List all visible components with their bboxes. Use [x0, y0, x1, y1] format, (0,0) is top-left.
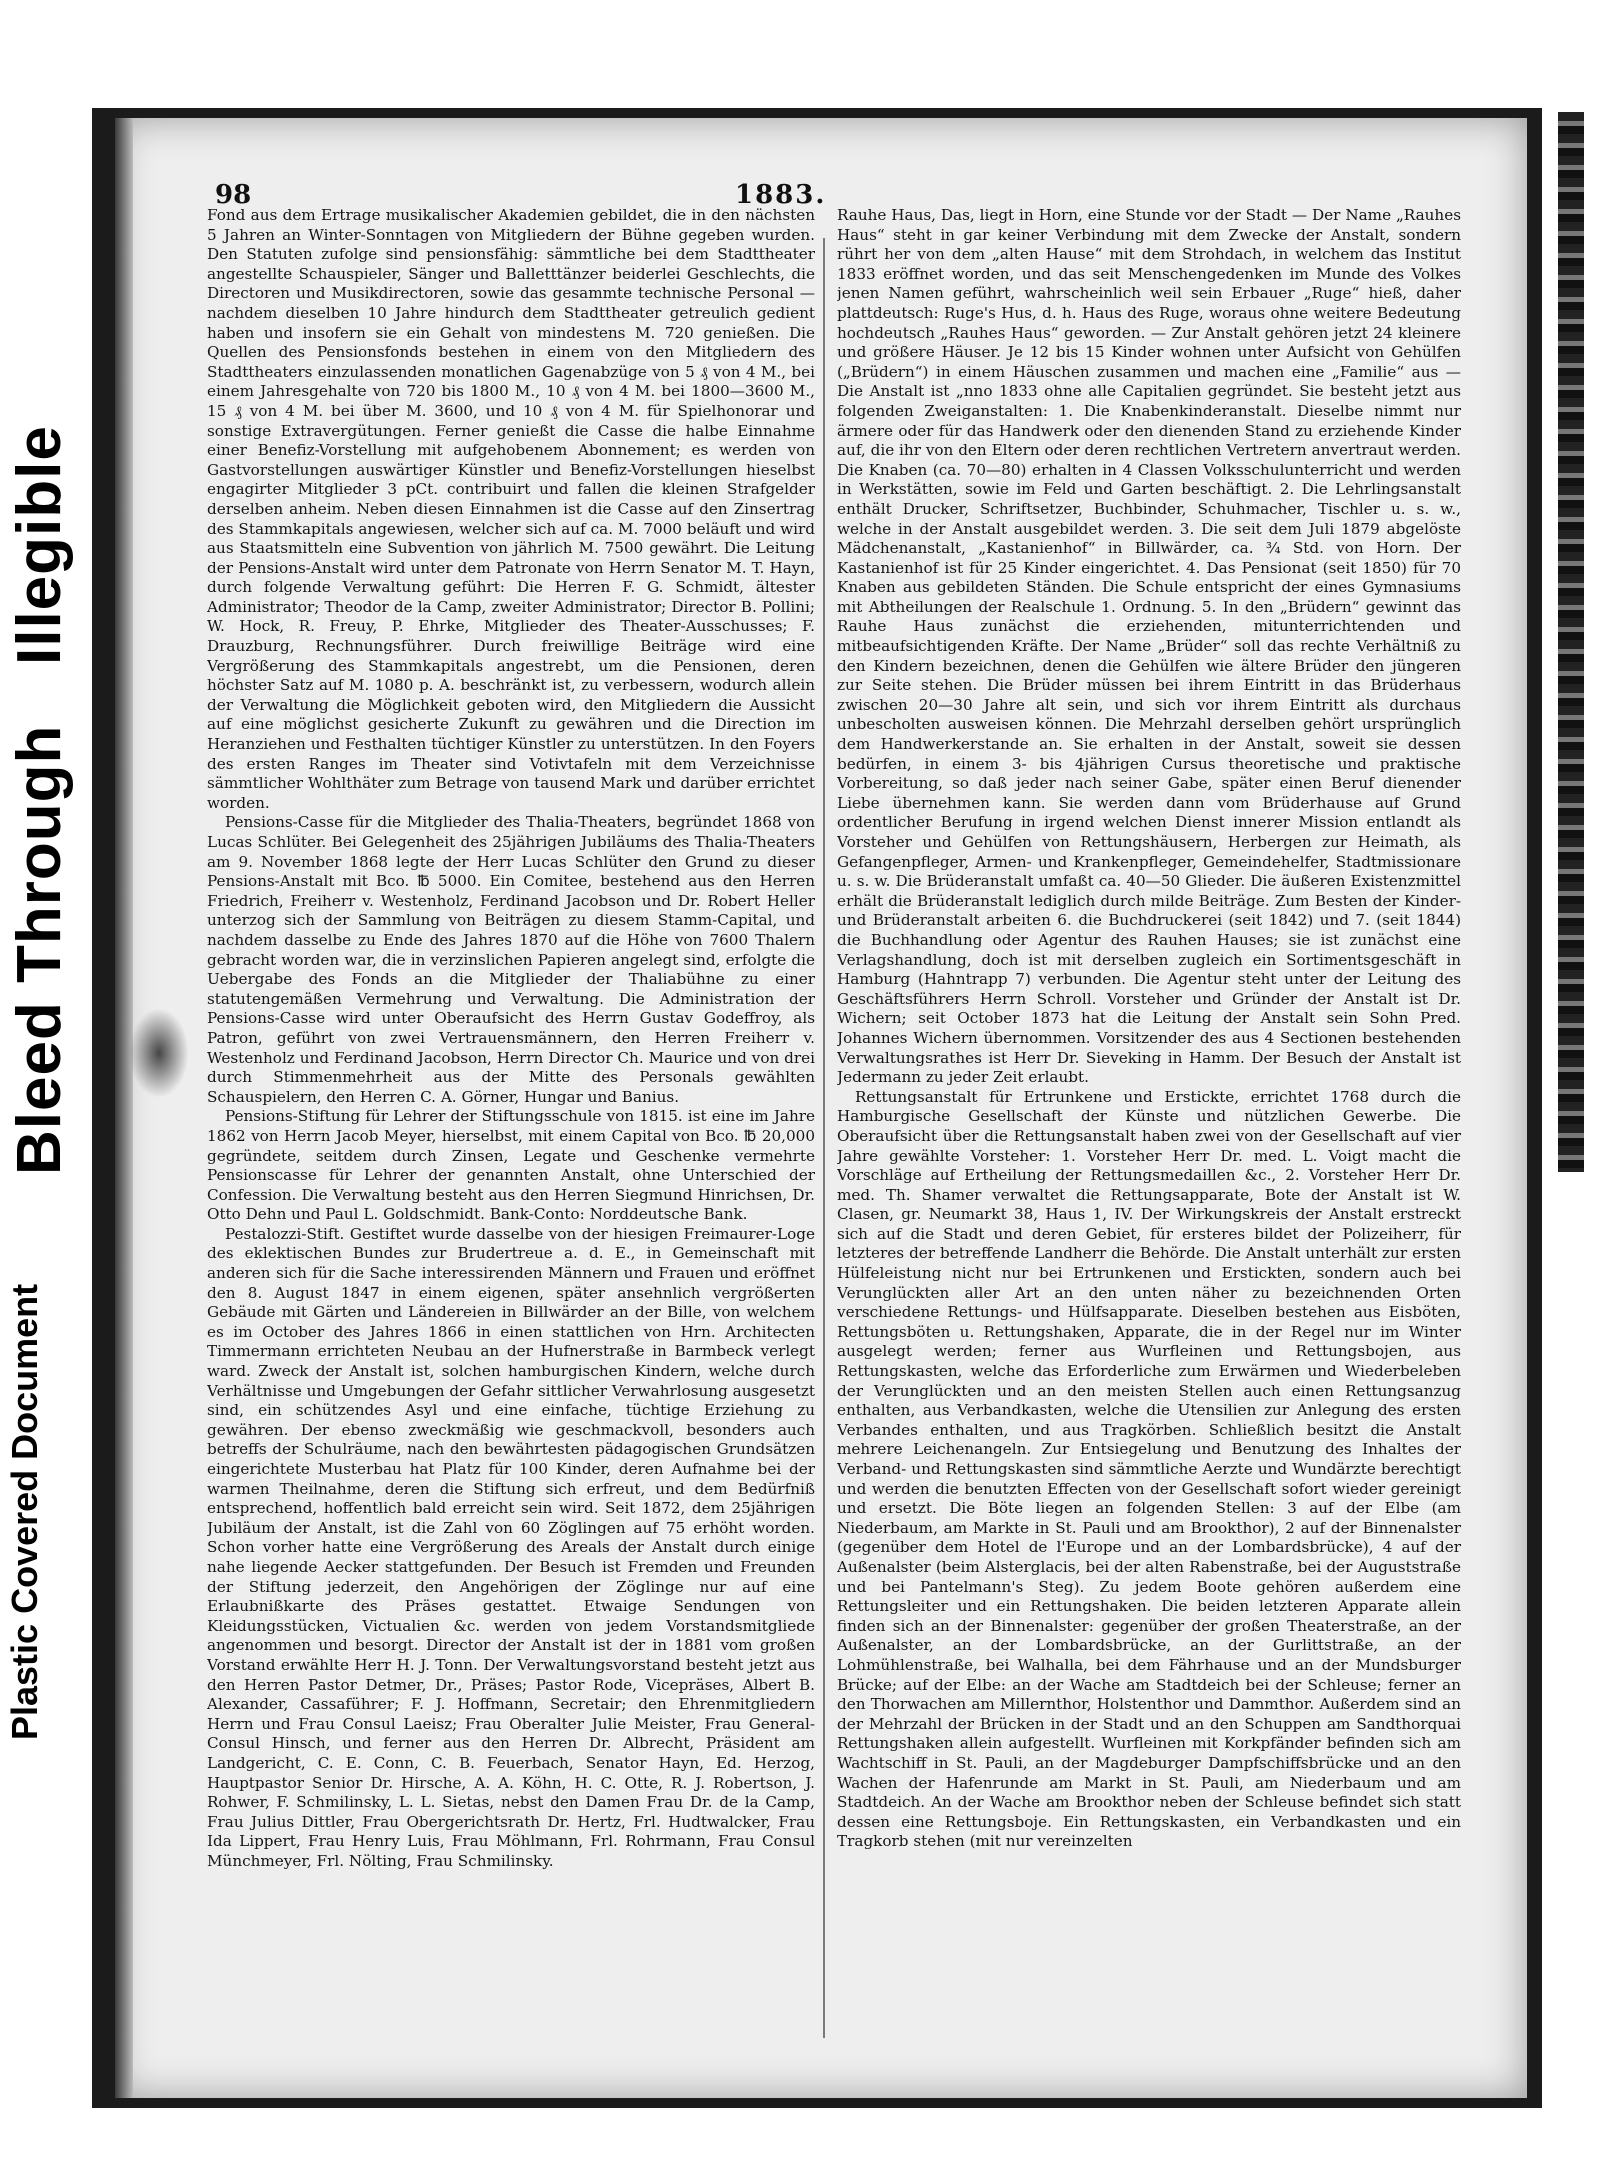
illegible-note: Illegible	[5, 425, 74, 665]
adjacent-page-edge	[1558, 112, 1584, 1172]
page-binding-edge	[115, 118, 133, 2098]
entry-thalia-pension: Pensions-Casse für die Mitglieder des Thalia-Theaters, begründet 1868 von Lucas Schlüter. Bei Gelegenheit des 25jährigen Jubiläums des Thalia-Theaters am 9. November 1868 legte der Herr Lucas Schlüter den Grund zu dieser Pensions-Anstalt mit Bco. ℔ 5000. Ein Comitee, bestehend aus den Herren Friedrich, Freiherr v. Westenholz, Ferdinand Jacobson und Dr. Robert Heller unterzog sich der Sammlung von Beiträgen zu diesem Stamm-Capital, und nachdem dasselbe zu Ende des Jahres 1870 auf die Höhe von 7600 Thalern gebracht worden war, die in verzinslichen Papieren angelegt sind, erfolgte die Uebergabe des Fonds an die Mitglieder der Thaliabühne zu einer statutengemäßen Vermehrung und Verwaltung. Die Administration der Pensions-Casse wird unter Oberaufsicht des Herrn Gustav Godeffroy, als Patron, geführt von zwei Vertrauensmännern, den Herren Freiherr v. Westenholz und Ferdinand Jacobson, Herrn Director Ch. Maurice und von drei durch Stimmenmehrheit aus der Mitte des Personals gewählten Schauspielern, den Herren C. A. Görner, Hungar und Banius.	[207, 813, 815, 1106]
entry-stadttheater-pension: Fond aus dem Ertrage musikalischer Akademien gebildet, die in den nächsten 5 Jahren an Winter-Sonntagen von Mitgliedern der Bühne gegeben wurden. Den Statuten zufolge sind pensionsfähig: sämmtliche bei dem Stadttheater angestellte Schauspieler, Sänger und Balletttänzer beiderlei Geschlechts, die Directoren und Musikdirectoren, sowie das gesammte technische Personal — nachdem dieselben 10 Jahre hindurch dem Stadttheater getreulich gedient haben und insofern sie ein Gehalt von mindestens M. 720 genießen. Die Quellen des Pensionsfonds bestehen in einem von den Mitgliedern des Stadttheaters einzulassenden monatlichen Gagenabzüge von 5 ₰ von 4 M., bei einem Jahresgehalte von 720 bis 1800 M., 10 ₰ von 4 M. bei 1800—3600 M., 15 ₰ von 4 M. bei über M. 3600, und 10 ₰ von 4 M. für Spielhonorar und sonstige Extravergütungen. Ferner genießt die Casse die halbe Einnahme einer Benefiz-Vorstellung mit aufgehobenem Abonnement; es werden von Gastvorstellungen auswärtiger Künstler und Benefiz-Vorstellungen hieselbst engagirter Mitglieder 3 pCt. contribuirt und fallen die kleinen Strafgelder derselben anheim. Neben diesen Einnahmen ist die Casse auf den Zinsertrag des Stammkapitals angewiesen, welcher sich auf ca. M. 7000 beläuft und wird aus Staatsmitteln eine Subvention von jährlich M. 7500 gewährt. Die Leitung der Pensions-Anstalt wird unter dem Patronate von Herrn Senator M. T. Hayn, durch folgende Verwaltung geführt: Die Herren F. G. Schmidt, ältester Administrator; Theodor de la Camp, zweiter Administrator; Director B. Pollini; W. Hock, R. Freuy, P. Ehrke, Mitglieder des Theater-Ausschusses; F. Drauzburg, Rechnungsführer. Durch freiwillige Beiträge wird eine Vergrößerung des Stammkapitals angestrebt, um die Pensionen, deren höchster Satz auf M. 1080 p. A. beschränkt ist, zu verbessern, wodurch allein der Verwaltung die Möglichkeit geboten wird, den Mitgliedern die Aussicht auf eine möglichst gesicherte Zukunft zu gewähren und die Direction im Heranziehen und Festhalten tüchtiger Künstler zu unterstützen. In den Foyers des ersten Ranges im Theater sind Votivtafeln mit dem Verzeichnisse sämmtlicher Wohlthäter zum Betrage von tausend Mark und darüber errichtet worden.	[207, 206, 815, 812]
document-page	[115, 118, 1527, 2098]
entry-stiftungsschule-pension: Pensions-Stiftung für Lehrer der Stiftungsschule von 1815. ist eine im Jahre 1862 von Herrn Jacob Meyer, hierselbst, mit einem Capital von Bco. ℔ 20,000 gegründete, seitdem durch Zinsen, Legate und Geschenke vermehrte Pensionscasse für Lehrer der genannten Anstalt, ohne Unterschied der Confession. Die Verwaltung besteht aus den Herren Siegmund Hinrichsen, Dr. Otto Dehn und Paul L. Goldschmidt. Bank-Conto: Norddeutsche Bank.	[207, 1107, 815, 1224]
bleed-through-note: Bleed Through	[5, 724, 74, 1175]
ink-stain	[129, 1008, 189, 1098]
page-year: 1883.	[735, 180, 827, 210]
page-number: 98	[215, 180, 252, 210]
entry-rauhe-haus: Rauhe Haus, Das, liegt in Horn, eine Stunde vor der Stadt — Der Name „Rauhes Haus“ steht in gar keiner Verbindung mit dem Zwecke der Anstalt, sondern rührt her von dem „alten Hause“ mit dem Strohdach, in welchem das Institut 1833 eröffnet worden, und das seit Menschengedenken im Munde des Volkes jenen Namen geführt, wahrscheinlich weil sein Erbauer „Ruge“ hieß, daher plattdeutsch: Ruge's Hus, d. h. Haus des Ruge, woraus ohne weitere Bedeutung hochdeutsch „Rauhes Haus“ geworden. — Zur Anstalt gehören jetzt 24 kleinere und größere Häuser. Je 12 bis 15 Kinder wohnen unter Aufsicht von Gehülfen („Brüdern“) in einem Häuschen zusammen und machen eine „Familie“ aus — Die Anstalt ist „nno 1833 ohne alle Capitalien gegründet. Sie besteht jetzt aus folgenden Zweiganstalten: 1. Die Knabenkinderanstalt. Dieselbe nimmt nur ärmere oder für das Handwerk oder den dienenden Stand zu erziehende Kinder auf, die ihr von den Eltern oder deren rechtlichen Vertretern anvertraut werden. Die Knaben (ca. 70—80) erhalten in 4 Classen Volksschulunterricht und werden in Werkstätten, sowie im Feld und Garten beschäftigt. 2. Die Lehrlingsanstalt enthält Drucker, Schriftsetzer, Buchbinder, Schuhmacher, Tischler u. s. w., welche in der Anstalt ausgebildet werden. 3. Die seit dem Juli 1879 abgelöste Mädchenanstalt, „Kastanienhof“ in Billwärder, ca. ¾ Std. von Horn. Der Kastanienhof ist für 25 Kinder eingerichtet. 4. Das Pensionat (seit 1850) für 70 Knaben aus gebildeten Ständen. Die Schule entspricht der eines Gymnasiums mit Abtheilungen der Realschule 1. Ordnung. 5. In den „Brüdern“ gewinnt das Rauhe Haus zunächst die erziehenden, mitunterrichtenden und mitbeaufsichtigenden Kräfte. Der Name „Brüder“ soll das rechte Verhältniß zu den Kindern bezeichnen, denen die Gehülfen wie ältere Brüder den jüngeren zur Seite stehen. Die Brüder müssen bei ihrem Eintritt in das Brüderhaus zwischen 20—30 Jahre alt sein, und sich vor ihrem Eintritt als durchaus unbescholten ausweisen können. Die Mehrzahl derselben gehört ursprünglich dem Handwerkerstande an. Sie erhalten in der Anstalt, soweit sie dessen bedürfen, in einem 3- bis 4jährigen Cursus theoretische und praktische Vorbereitung, so daß jeder nach seiner Gabe, später einen Beruf dienender Liebe übernehmen kann. Sie werden dann vom Brüderhause auf Grund ordentlicher Berufung in irgend welchen Dienst innerer Mission entlandt als Vorsteher und Gehülfen von Rettungshäusern, Herbergen zur Heimath, als Gefangenpfleger, Armen- und Krankenpfleger, Gemeindehelfer, Stadtmissionare u. s. w. Die Brüderanstalt umfaßt ca. 40—50 Glieder. Die äußeren Existenzmittel erhält die Brüderanstalt lediglich durch milde Beiträge. Zum Besten der Kinder- und Brüderanstalt arbeiten 6. die Buchdruckerei (seit 1842) und 7. (seit 1844) die Buchhandlung oder Agentur des Rauhen Hauses; sie ist zunächst eine Verlagshandlung, doch ist mit derselben zugleich ein Sortimentsgeschäft in Hamburg (Hahntrapp 7) verbunden. Die Agentur steht unter der Leitung des Geschäftsführers Herrn Schroll. Vorsteher und Gründer der Anstalt ist Dr. Wichern; seit October 1873 hat die Leitung der Anstalt sein Sohn Pred. Johannes Wichern übernommen. Vorsitzender des aus 4 Sectionen bestehenden Verwaltungsrathes ist Herr Dr. Sieveking in Hamm. Der Besuch der Anstalt ist Jedermann zu jeder Zeit erlaubt.	[837, 206, 1461, 1087]
column-divider	[823, 238, 825, 2038]
adjacent-page-strip	[1542, 0, 1600, 2177]
right-column	[837, 206, 1461, 2038]
entry-rettungsanstalt: Rettungsanstalt für Ertrunkene und Erstickte, errichtet 1768 durch die Hamburgische Gesellschaft der Künste und nützlichen Gewerbe. Die Oberaufsicht über die Rettungsanstalt haben zwei von der Gesellschaft auf vier Jahre gewählte Vorsteher: 1. Vorsteher Herr Dr. med. L. Voigt macht die Vorschläge auf Ertheilung der Rettungsmedaillen &c., 2. Vorsteher Herr Dr. med. Th. Shamer verwaltet die Rettungsapparate, Bote der Anstalt ist W. Clasen, gr. Neumarkt 38, Haus 1, IV. Der Wirkungskreis der Anstalt erstreckt sich auf die Stadt und deren Gebiet, für ersteres bildet der Polizeiherr, für letzteres der betreffende Landherr die Behörde. Die Anstalt unterhält zur ersten Hülfeleistung nicht nur bei Ertrunkenen und Erstickten, sondern auch bei Verunglückten aller Art an den unten näher zu bezeichnenden Orten verschiedene Rettungs- und Hülfsapparate. Dieselben bestehen aus Eisböten, Rettungsböten u. Rettungshaken, Apparate, die in der Regel nur im Winter ausgelegt werden; ferner aus Wurfleinen und Rettungsbojen, aus Rettungskasten, welche das Erforderliche zum Erwärmen und Wiederbeleben der Verunglückten und an den meisten Stellen auch einen Rettungsanzug enthalten, aus Verbandkasten, welche die Utensilien zur Anlegung des ersten Verbandes enthalten, und aus Tragkörben. Schließlich besitzt die Anstalt mehrere Leichenangeln. Zur Entsiegelung und Benutzung des Inhaltes der Verband- und Rettungskasten sind sämmtliche Aerzte und Wundärzte berechtigt und werden die benutzten Effecten von der Gesellschaft sofort wieder gereinigt und ersetzt. Die Böte liegen an folgenden Stellen: 3 auf der Elbe (am Niederbaum, am Markte in St. Pauli und am Brookthor), 2 auf der Binnenalster (gegenüber dem Hotel de l'Europe und an der Lombardsbrücke), 4 auf der Außenalster (beim Alsterglacis, bei der alten Rabenstraße, bei der Auguststraße und bei Pantelmann's Steg). Zu jedem Boote gehören außerdem eine Rettungsleiter und ein Rettungshaken. Die beiden letzteren Apparate allein finden sich an der Binnenalster: gegenüber der großen Theaterstraße, an der Außenalster, an der Lombardsbrücke, an der Gurlittstraße, an der Lohmühlenstraße, bei Walhalla, bei dem Fährhause und an der Mundsburger Brücke; auf der Elbe: an der Wache am Stadtdeich bei der Schleuse; ferner an den Thorwachen am Millernthor, Holstenthor und Dammthor. Außerdem sind an der Mehrzahl der Brücken in der Stadt und an den Schuppen am Sandthorquai Rettungshaken allein aufgestellt. Wurfleinen mit Korkpfänder befinden sich am Wachtschiff in St. Pauli, an der Magdeburger Dampfschiffsbrücke und an den Wachen der Hafenrunde am Markt in St. Pauli, am Niederbaum und am Stadtdeich. An der Wache am Brookthor neben der Schleuse befindet sich statt dessen eine Rettungsboje. Ein Rettungskasten, ein Verbandkasten und ein Tragkorb stehen (mit nur vereinzelten	[837, 1087, 1461, 1851]
entry-pestalozzi-stift: Pestalozzi-Stift. Gestiftet wurde dasselbe von der hiesigen Freimaurer-Loge des eklektischen Bundes zur Brudertreue a. d. E., in Gemeinschaft mit anderen sich für die Sache interessirenden Männern und Frauen und eröffnet den 8. August 1847 in einem eigenen, später ansehnlich vergrößerten Gebäude mit Gärten und Ländereien in Billwärder an der Bille, von welchem es im October des Jahres 1866 in einen stattlichen von Hrn. Architecten Timmermann errichteten Neubau an der Hufnerstraße in Barmbeck verlegt ward. Zweck der Anstalt ist, solchen hamburgischen Kindern, welche durch Verhältnisse und Umgebungen der Gefahr sittlicher Verwahrlosung ausgesetzt sind, ein schützendes Asyl und eine einfache, tüchtige Erziehung zu gewähren. Der ebenso zweckmäßig wie geschmackvoll, besonders auch betreffs der Schulräume, nach den bewährtesten pädagogischen Grundsätzen eingerichtete Musterbau hat Platz für 100 Kinder, deren Aufnahme bei der warmen Theilnahme, deren die Stiftung sich erfreut, und dem Bedürfniß entsprechend, hoffentlich bald erreicht sein wird. Seit 1872, dem 25jährigen Jubiläum der Anstalt, ist die Zahl von 60 Zöglingen auf 75 erhöht worden. Schon vorher hatte eine Vergrößerung des Areals der Anstalt durch einige nahe liegende Aecker stattgefunden. Der Besuch ist Fremden und Freunden der Stiftung jederzeit, den Angehörigen der Zöglinge nur auf eine Erlaubnißkarte des Präses gestattet. Etwaige Sendungen von Kleidungsstücken, Victualien &c. werden von jedem Vorstandsmitgliede angenommen und besorgt. Director der Anstalt ist der in 1881 vom großen Vorstand erwählte Herr H. J. Tonn. Der Verwaltungsvorstand besteht jetzt aus den Herren Pastor Detmer, Dr., Präses; Pastor Rode, Vicepräses, Albert B. Alexander, Cassaführer; F. J. Hoffmann, Secretair; den Ehrenmitgliedern Herrn und Frau Consul Laeisz; Frau Oberalter Julie Meister, Frau General-Consul Hinsch, und ferner aus den Herren Dr. Albrecht, Präsident am Landgericht, C. E. Conn, C. B. Feuerbach, Senator Hayn, Ed. Herzog, Hauptpastor Senior Dr. Hirsche, A. A. Köhn, H. C. Otte, R. J. Robertson, J. Rohwer, F. Schmilinsky, L. L. Sietas, nebst den Damen Frau Dr. de la Camp, Frau Julius Dittler, Frau Obergerichtsrath Dr. Hertz, Frl. Hudtwalcker, Frau Ida Lippert, Frau Henry Luis, Frau Möhlmann, Frl. Rohrmann, Frau Consul Münchmeyer, Frl. Nölting, Frau Schmilinsky.	[207, 1224, 815, 1870]
plastic-covered-note: Plastic Covered Document	[4, 1283, 45, 1740]
left-column	[207, 206, 815, 2038]
